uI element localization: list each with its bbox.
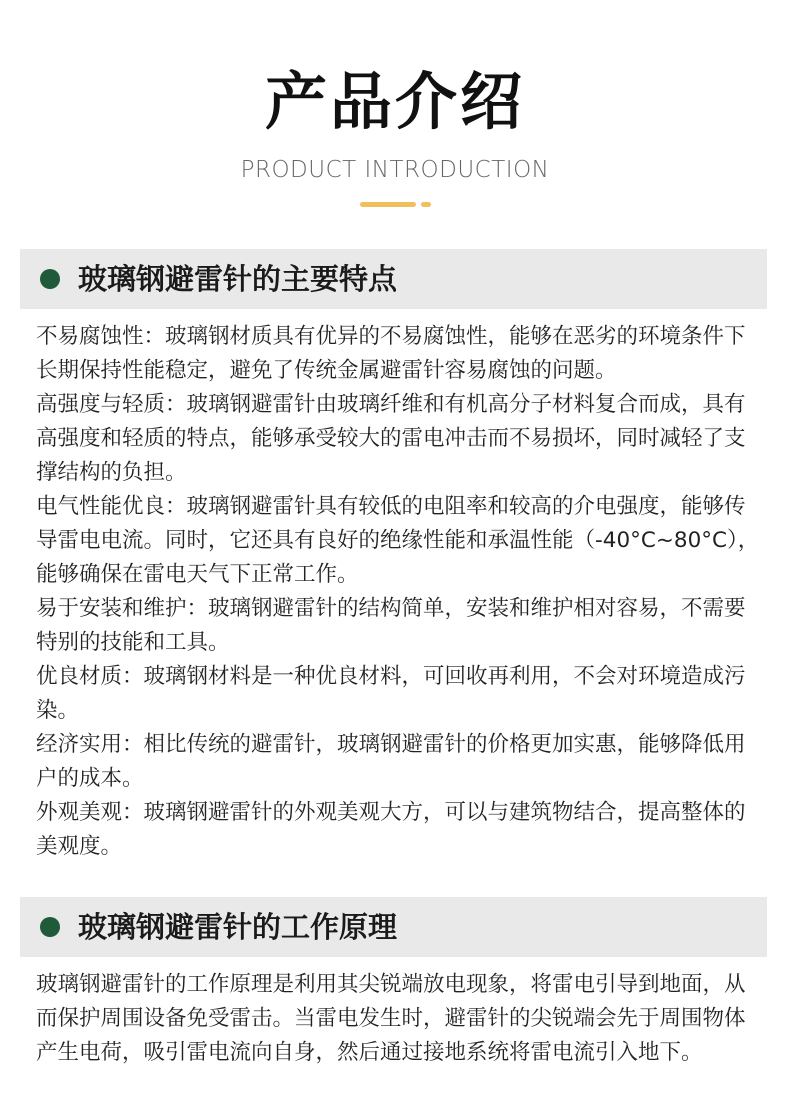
features-body xyxy=(36,320,760,864)
bullet-dot-icon xyxy=(40,917,60,937)
feature-paragraph: 优良材质：玻璃钢材料是一种优良材料，可回收再利用，不会对环境造成污染。 xyxy=(36,664,746,723)
feature-paragraph: 外观美观：玻璃钢避雷针的外观美观大方，可以与建筑物结合，提高整体的美观度。 xyxy=(36,800,746,859)
bullet-dot-icon xyxy=(40,269,60,289)
feature-paragraph: 高强度与轻质：玻璃钢避雷针由玻璃纤维和有机高分子材料复合而成，具有高强度和轻质的特点，能够承受较大的雷电冲击而不易损坏，同时减轻了支撑结构的负担。 xyxy=(36,392,746,485)
section-header-features xyxy=(20,249,767,309)
page-subtitle: PRODUCT INTRODUCTION xyxy=(240,157,550,183)
principle-paragraph: 玻璃钢避雷针的工作原理是利用其尖锐端放电现象，将雷电引导到地面，从而保护周围设备免受雷击。当雷电发生时，避雷针的尖锐端会先于周围物体产生电荷，吸引雷电流向自身，然后通过接地系统将雷电流引入地下。 xyxy=(36,972,746,1065)
principle-body xyxy=(36,968,760,1070)
page-title: 产品介绍 xyxy=(264,65,525,138)
section-header-principle xyxy=(20,897,767,957)
feature-paragraph: 经济实用：相比传统的避雷针，玻璃钢避雷针的价格更加实惠，能够降低用户的成本。 xyxy=(36,732,746,791)
feature-paragraph: 电气性能优良：玻璃钢避雷针具有较低的电阻率和较高的介电强度，能够传导雷电电流。同时，它还具有良好的绝缘性能和承温性能（-40°C~80°C），能够确保在雷电天气下正常工作。 xyxy=(36,494,760,587)
feature-paragraph: 不易腐蚀性：玻璃钢材质具有优异的不易腐蚀性，能够在恶劣的环境条件下长期保持性能稳定，避免了传统金属避雷针容易腐蚀的问题。 xyxy=(36,324,746,383)
section-title: 玻璃钢避雷针的工作原理 xyxy=(78,910,398,944)
title-accent-dot xyxy=(421,202,431,207)
title-accent-line xyxy=(360,202,416,207)
feature-paragraph: 易于安装和维护：玻璃钢避雷针的结构简单，安装和维护相对容易，不需要特别的技能和工具。 xyxy=(36,596,746,655)
section-title: 玻璃钢避雷针的主要特点 xyxy=(78,262,398,296)
